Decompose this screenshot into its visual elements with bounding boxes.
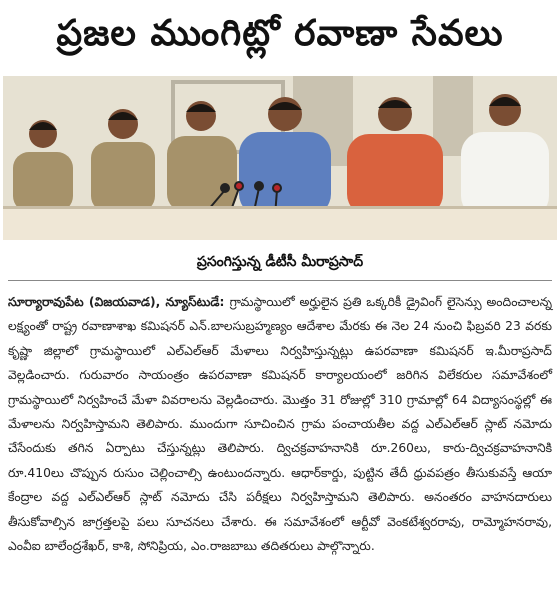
headline: ప్రజల ముంగిట్లో రవాణా సేవలు — [56, 13, 504, 54]
dateline: సూర్యారావుపేట (విజయవాడ), న్యూస్‌టుడే: — [8, 295, 230, 309]
photo-table — [3, 206, 557, 240]
photo-caption: ప్రసంగిస్తున్న డీటీసీ మీరాప్రసాద్ — [196, 254, 364, 270]
article-text: గ్రామస్థాయిలో అర్హులైన ప్రతి ఒక్కరికీ డ్రైవింగ్ లైసెన్సు అందించాలన్న లక్ష్యంతో రాష్ట్ర రవాణాశాఖ కమిషనర్ ఎన్.బాలసుబ్రహ్మణ్యం ఆదేశాల మేరకు ఈ నెల 24 నుంచి ఫిబ్రవరి 23 వరకు కృష్ణా జిల్లాలో గ్రామస్థాయిలో ఎల్ఎల్ఆర్ మేళాలు నిర్వహిస్తున్నట్లు ఉపరవాణా కమిషనర్ ఇ.మీరాప్రసాద్ వెల్లడించారు. గురువారం సాయంత్రం ఉపరవాణా కమిషనర్ కార్యాలయంలో జరిగిన విలేకరుల సమావేశంలో గ్రామస్థాయిలో నిర్వహించే మేళా వివరాలను వెల్లడించారు. మొత్తం 31 రోజుల్లో 310 గ్రామాల్లో 64 విద్యాసంస్థల్లో ఈ మేళాలను నిర్వహిస్తామని తెలిపారు. ముందుగా సూచించిన గ్రామ పంచాయతీల వద్ద ఎల్ఎల్ఆర్ స్లాట్ నమోదు చేసేందుకు తగిన ఏర్పాటు చేస్తున్నట్లు తెలిపారు. ద్విచక్రవాహనానికి రూ.260లు, కారు-ద్విచక్రవాహనానికి రూ.410లు చొప్పున రుసుం చెల్లించాల్సి ఉంటుందన్నారు. ఆధార్‌కార్డు, పుట్టిన తేదీ ధ్రువపత్రం తీసుకువస్తే ఆయా కేంద్రాల వద్ద ఎల్ఎల్ఆర్ స్లాట్ నమోదు చేసి పరీక్షలు నిర్వహిస్తామని తెలిపారు. అనంతరం వాహనదారులు తీసుకోవాల్సిన జాగ్రత్తలపై పలు సూచనలు చేశారు. ఈ సమావేశంలో ఆర్టీవో వెంకటేశ్వరరావు, రామ్మోహనరావు, ఎంవీఐ బాలేంద్రశేఖర్, కాశి, సోనిప్రియ, ఎం.రాజబాబు తదితరులు పాల్గొన్నారు. — [8, 295, 552, 554]
article-body — [8, 290, 552, 558]
photo-illustration — [3, 76, 557, 240]
caption-divider — [8, 280, 552, 281]
press-conference-photo — [3, 76, 557, 240]
